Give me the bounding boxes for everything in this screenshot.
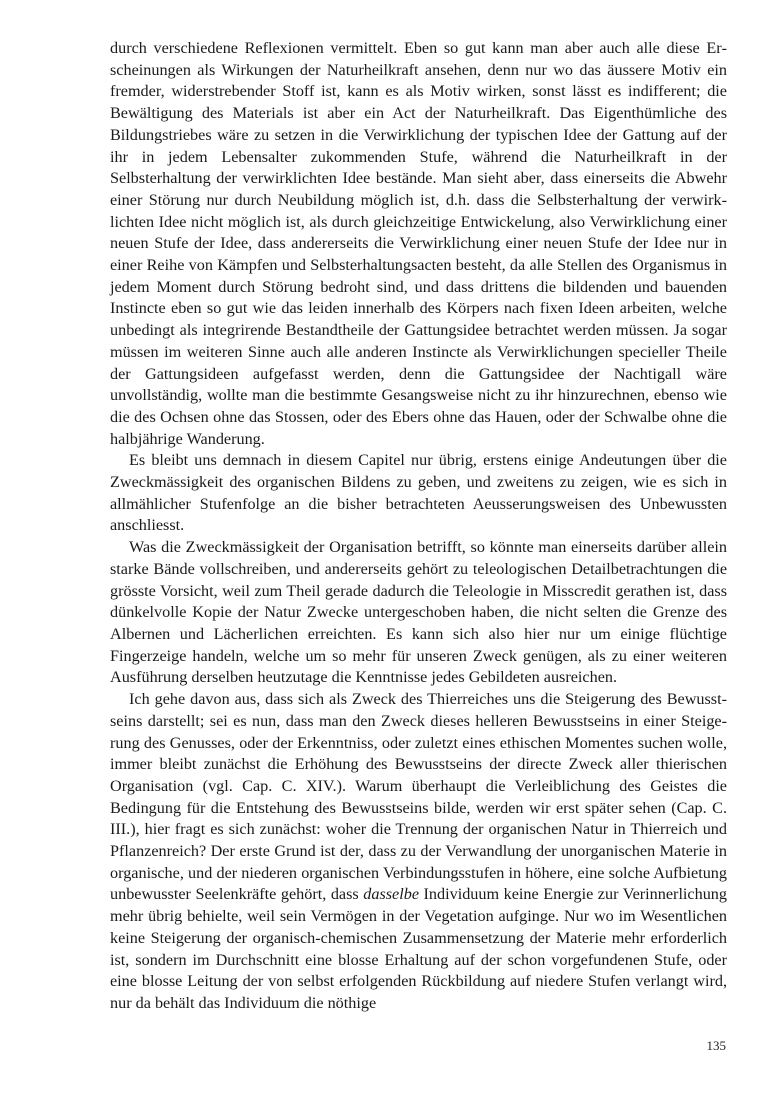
paragraph-1-text: durch verschiedene Reflexionen vermittelt. Eben so gut kann man aber auch alle diese Erscheinungen als Wirkungen der Naturheilkraft ansehen, denn nur wo das äussere Motiv ein fremder, widerstrebender Stoff ist, kann es als Motiv wirken, sonst lässt es indifferent; die Bewältigung des Materials ist aber ein Act der Naturheilkraft. Das Eigenthümliche des Bildungstriebes wäre zu setzen in die Verwirklichung der typischen Idee der Gattung auf der ihr in jedem Lebensalter zukommenden Stufe, während die Naturheilkraft in der Selbsterhaltung der verwirklichten Idee bestände. Man sieht aber, dass einerseits die Abwehr einer Störung nur durch Neubildung möglich ist, d.h. dass die Selbsterhaltung der verwirklichten Idee nicht möglich ist, als durch gleichzeitige Entwickelung, also Verwirklichung einer neuen Stufe der Idee, dass andererseits die Verwirklichung einer neuen Stufe der Idee nur in einer Reihe von Kämpfen und Selbsterhaltungsacten besteht, da alle Stellen des Organismus in jedem Moment durch Störung bedroht sind, und dass drittens die bildenden und bauenden Instincte eben so gut wie das leiden innerhalb des Körpers nach fixen Ideen arbeiten, welche unbedingt als integrirende Bestandtheile der Gattungsidee betrachtet werden müssen. Ja sogar müssen im weiteren Sinne auch alle anderen Instincte als Verwirklichungen specieller Theile der Gattungsideen aufgefasst werden, denn die Gattungsidee der Nachtigall wäre unvollständig, wollte man die bestimmte Gesangsweise nicht zu ihr hinzurechnen, ebenso wie die des Ochsen ohne das Stossen, oder des Ebers ohne das Hauen, oder der Schwalbe ohne die halbjährige Wanderung. — [110, 39, 727, 448]
paragraph-2 — [110, 450, 727, 537]
paragraph-4-text-b: Individuum keine Energie zur Verinnerlichung mehr übrig behielte, weil sein Vermögen in der Vegetation aufginge. Nur wo im Wesentlichen keine Steigerung der organisch-chemischen Zusammensetzung der Materie mehr erforderlich ist, sondern im Durchschnitt eine blosse Erhaltung auf der schon vorgefundenen Stufe, oder eine blosse Leitung der von selbst erfolgenden Rückbildung auf niedere Stufen verlangt wird, nur da behält das Individuum die nöthige — [110, 885, 727, 1012]
paragraph-1 — [110, 38, 727, 450]
paragraph-2-text: Es bleibt uns demnach in diesem Capitel nur übrig, erstens einige Andeutungen über die Zweckmässigkeit des organischen Bildens zu geben, und zweitens zu zeigen, wie es sich in allmählicher Stufenfolge an die bisher betrachteten Aeusserungsweisen des Unbewussten anschliesst. — [110, 451, 727, 535]
paragraph-4 — [110, 689, 727, 1015]
paragraph-3-text: Was die Zweckmässigkeit der Organisation betrifft, so könnte man einerseits darüber allein starke Bände vollschreiben, und andererseits gehört zu teleologischen Detailbetrachtungen die grösste Vorsicht, weil zum Theil gerade dadurch die Teleologie in Misscredit gerathen ist, dass dünkelvolle Kopie der Natur Zwecke untergeschoben haben, die nicht selten die Grenze des Albernen und Lächerlichen erreichten. Es kann sich also hier nur um einige flüchtige Fingerzeige handeln, welche um so mehr für unseren Zweck genügen, als zu einer weiteren Ausführung derselben heutzutage die Kenntnisse jedes Gebildeten ausreichen. — [110, 538, 727, 687]
paragraph-4-text-a: Ich gehe davon aus, dass sich als Zweck des Thierreiches uns die Steigerung des Bewusstseins darstellt; sei es nun, dass man den Zweck dieses helleren Bewusstseins in einer Steigerung des Genusses, oder der Erkenntniss, oder zuletzt eines ethischen Momentes suchen wolle, immer bleibt zunächst die Erhöhung des Bewusstseins der directe Zweck aller thierischen Organisation (vgl. Cap. C. XIV.). Warum überhaupt die Verleiblichung des Geistes die Bedingung für die Entstehung des Bewusstseins bilde, werden wir erst später sehen (Cap. C. III.), hier fragt es sich zunächst: woher die Trennung der organischen Natur in Thierreich und Pflanzenreich? Der erste Grund ist der, dass zu der Verwandlung der unorganischen Materie in organische, und der niederen organischen Verbindungsstufen in höhere, eine solche Aufbietung unbewusster Seelenkräfte gehört, dass — [110, 690, 727, 904]
paragraph-3 — [110, 537, 727, 689]
paragraph-4-emphasis: dasselbe — [363, 885, 419, 904]
text-column — [110, 38, 727, 1015]
page-number: 135 — [706, 1038, 726, 1053]
